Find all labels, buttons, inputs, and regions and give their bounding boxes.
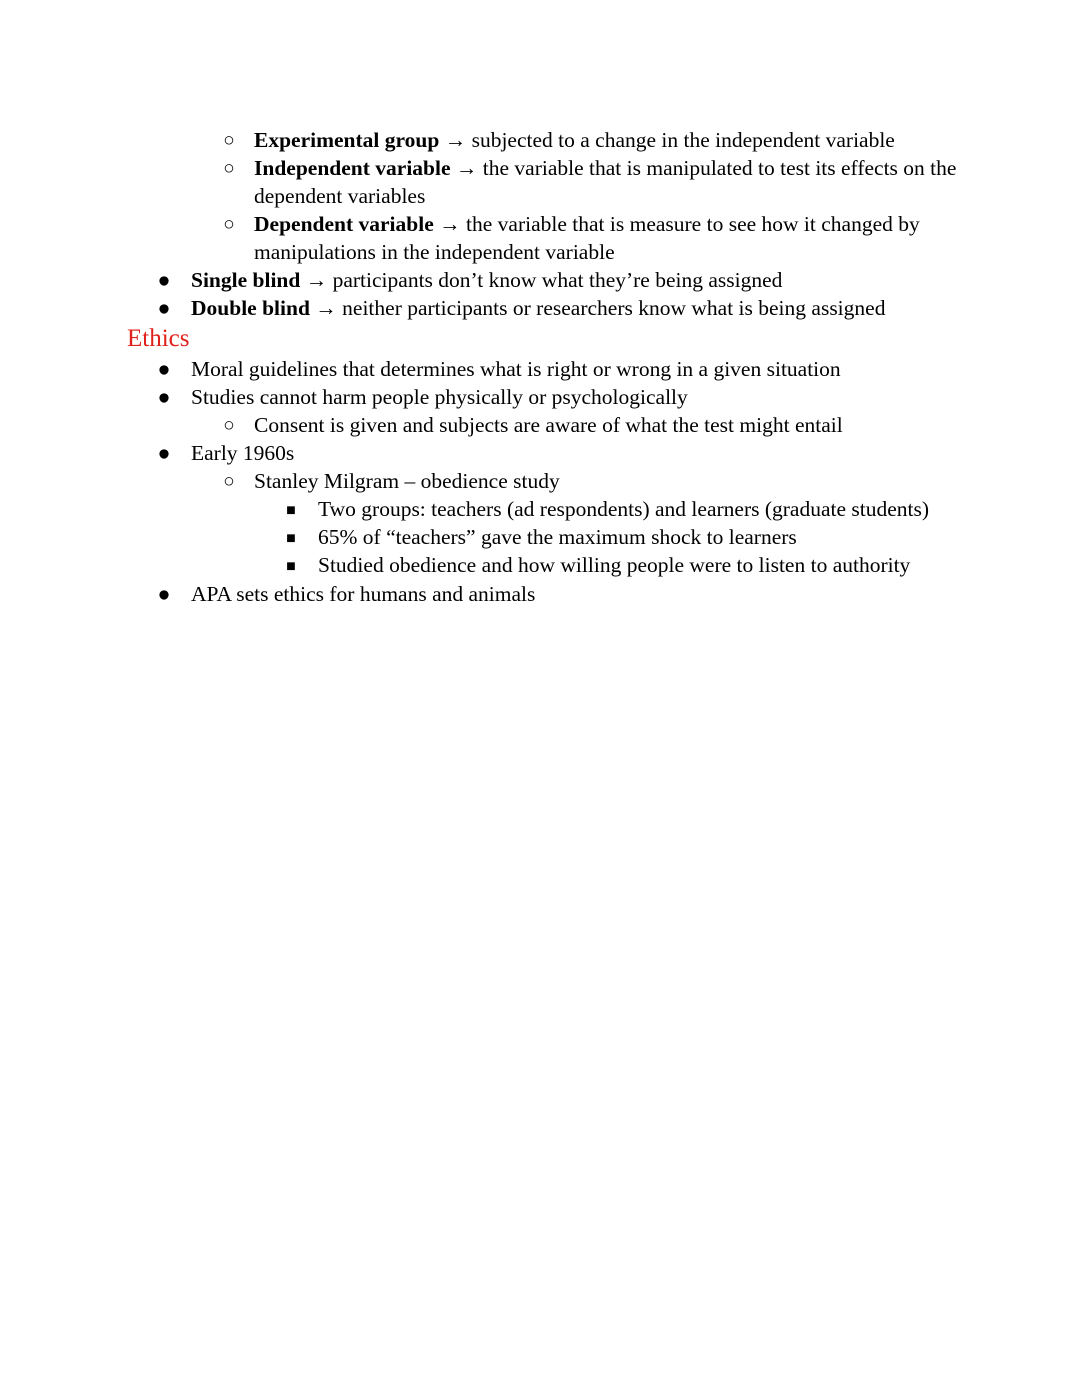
definition: → participants don’t know what they’re being assigned [300,268,783,292]
square-bullet-icon: ■ [286,502,296,519]
list-item-continuation: dependent variables [254,184,426,208]
list-item-apa: APA sets ethics for humans and animals [191,582,536,606]
definition: → subjected to a change in the independent variable [439,128,895,152]
list-item-milgram-point: Two groups: teachers (ad respondents) and learners (graduate students) [318,497,930,521]
list-item-milgram-point: Studied obedience and how willing people were to listen to authority [318,553,911,577]
filled-circle-bullet-icon: ● [157,582,171,606]
filled-circle-bullet-icon: ● [157,441,171,465]
hollow-circle-bullet-icon: ○ [223,158,235,179]
filled-circle-bullet-icon: ● [157,385,171,409]
definition: → the variable that is measure to see how it changed by [433,212,920,236]
term: Double blind [191,296,310,320]
list-item-experimental-group [254,126,895,154]
term: Experimental group [254,128,440,152]
term: Dependent variable [254,212,434,236]
list-item-consent: Consent is given and subjects are aware of what the test might entail [254,413,843,437]
list-item-continuation: manipulations in the independent variable [254,240,615,264]
list-item-milgram: Stanley Milgram – obedience study [254,469,560,493]
list-item-moral-guidelines: Moral guidelines that determines what is right or wrong in a given situation [191,357,841,381]
list-item-milgram-point: 65% of “teachers” gave the maximum shock to learners [318,525,797,549]
definition: → neither participants or researchers know what is being assigned [309,296,886,320]
list-item-single-blind [191,266,782,294]
filled-circle-bullet-icon: ● [157,268,171,292]
section-heading-ethics: Ethics [127,325,190,352]
square-bullet-icon: ■ [286,530,296,547]
list-item-independent-variable [254,154,956,182]
filled-circle-bullet-icon: ● [157,357,171,381]
list-item-dependent-variable [254,210,920,238]
hollow-circle-bullet-icon: ○ [223,130,235,151]
hollow-circle-bullet-icon: ○ [223,471,235,492]
hollow-circle-bullet-icon: ○ [223,214,235,235]
list-item-double-blind [191,294,885,322]
term: Single blind [191,268,301,292]
hollow-circle-bullet-icon: ○ [223,415,235,436]
list-item-early-1960s: Early 1960s [191,441,295,465]
filled-circle-bullet-icon: ● [157,296,171,320]
term: Independent variable [254,156,451,180]
list-item-no-harm: Studies cannot harm people physically or psychologically [191,385,688,409]
definition: → the variable that is manipulated to test its effects on the [450,156,957,180]
square-bullet-icon: ■ [286,558,296,575]
